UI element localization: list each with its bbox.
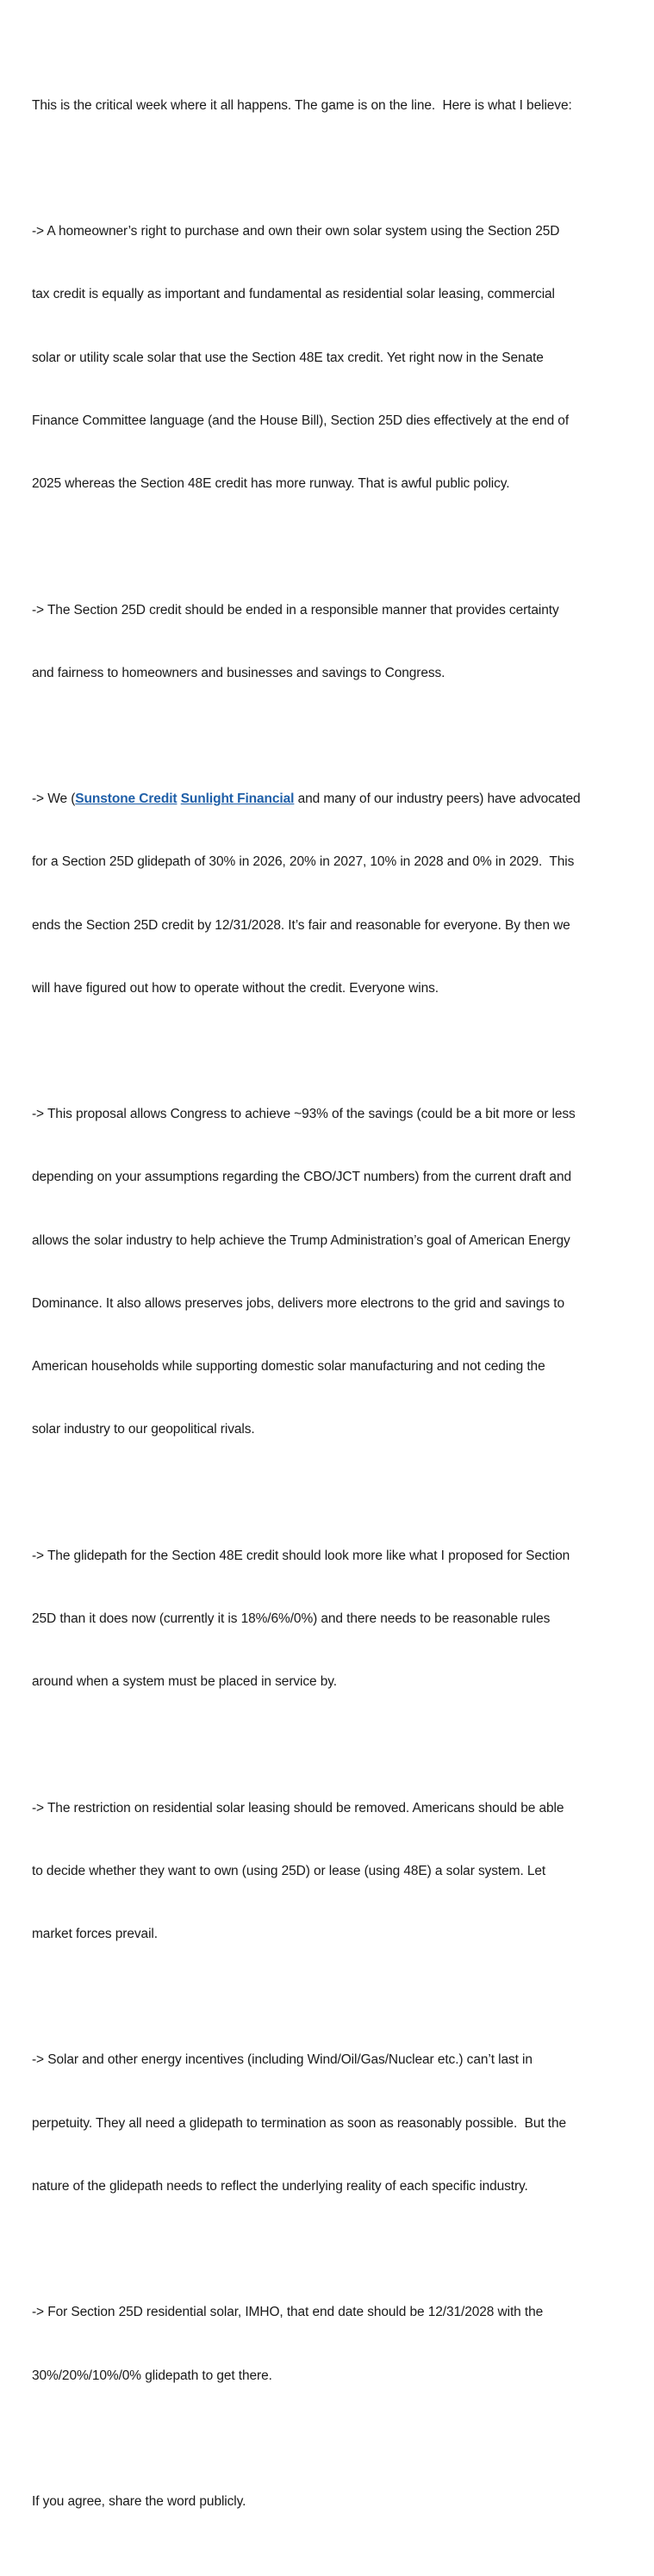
closing-line: If you agree, share the word publicly. <box>32 2493 246 2509</box>
paragraph-line: nature of the glidepath needs to reflect the underlying reality of each specific industry. <box>32 2178 528 2194</box>
intro-line: This is the critical week where it all happens. The game is on the line. Here is what I believe: <box>32 97 572 113</box>
sunlight-financial-link[interactable]: Sunlight Financial <box>180 791 295 807</box>
paragraph-line: 25D than it does now (currently it is 18%/6%/0%) and there needs to be reasonable rules <box>32 1611 551 1626</box>
paragraph-glidepath-advocacy <box>32 747 635 1041</box>
paragraph-line: market forces prevail. <box>32 1927 158 1942</box>
paragraph-line: 2025 whereas the Section 48E credit has more runway. That is awful public policy. <box>32 476 510 492</box>
suffix-text: and many of our industry peers) have advocated <box>294 791 581 807</box>
paragraph-line: -> The glidepath for the Section 48E credit should look more like what I proposed for Section <box>32 1548 570 1563</box>
paragraph-line: tax credit is equally as important and fundamental as residential solar leasing, commercial <box>32 287 555 302</box>
paragraph-leasing-restriction <box>32 1756 635 1987</box>
paragraph-line: for a Section 25D glidepath of 30% in 2026, 20% in 2027, 10% in 2028 and 0% in 2029. This <box>32 854 575 870</box>
paragraph-line: -> The Section 25D credit should be ended in a responsible manner that provides certainty <box>32 602 559 618</box>
document-body <box>32 53 635 2576</box>
paragraph-line: perpetuity. They all need a glidepath to termination as soon as reasonably possible. But the <box>32 2115 566 2131</box>
intro-paragraph <box>32 53 635 158</box>
paragraph-48e-glidepath <box>32 1504 635 1735</box>
paragraph-line: Finance Committee language (and the House Bill), Section 25D dies effectively at the end of <box>32 413 570 428</box>
paragraph-line-with-links <box>32 789 635 810</box>
paragraph-line: -> The restriction on residential solar leasing should be removed. Americans should be able <box>32 1800 564 1816</box>
paragraph-25d-rights <box>32 179 635 537</box>
prefix-text: -> We ( <box>32 791 76 807</box>
closing-paragraph <box>32 2449 635 2554</box>
paragraph-line: allows the solar industry to help achieve the Trump Administration’s goal of American Energy <box>32 1232 570 1248</box>
sunstone-credit-link[interactable]: Sunstone Credit <box>75 791 178 807</box>
paragraph-line: ends the Section 25D credit by 12/31/2028. It’s fair and reasonable for everyone. By then we <box>32 917 570 933</box>
paragraph-line: Dominance. It also allows preserves jobs, delivers more electrons to the grid and savings to <box>32 1295 564 1311</box>
paragraph-line: around when a system must be placed in service by. <box>32 1674 337 1690</box>
paragraph-line: solar or utility scale solar that use the Section 48E tax credit. Yet right now in the Senate <box>32 350 544 365</box>
paragraph-line: American households while supporting domestic solar manufacturing and not ceding the <box>32 1359 545 1375</box>
paragraph-line: to decide whether they want to own (using 25D) or lease (using 48E) a solar system. Let <box>32 1863 546 1878</box>
paragraph-line: and fairness to homeowners and businesses and savings to Congress. <box>32 665 445 680</box>
paragraph-responsible-end <box>32 558 635 726</box>
paragraph-line: -> A homeowner’s right to purchase and own their own solar system using the Section 25D <box>32 224 560 239</box>
paragraph-line: 30%/20%/10%/0% glidepath to get there. <box>32 2368 272 2383</box>
paragraph-line: -> For Section 25D residential solar, IMHO, that end date should be 12/31/2028 with the <box>32 2305 544 2320</box>
paragraph-line: depending on your assumptions regarding the CBO/JCT numbers) from the current draft and <box>32 1170 571 1185</box>
paragraph-end-date <box>32 2261 635 2429</box>
paragraph-line: solar industry to our geopolitical rivals. <box>32 1422 255 1437</box>
paragraph-savings <box>32 1062 635 1482</box>
paragraph-energy-incentives <box>32 2008 635 2239</box>
paragraph-line: -> This proposal allows Congress to achieve ~93% of the savings (could be a bit more or less <box>32 1107 576 1122</box>
paragraph-line: -> Solar and other energy incentives (including Wind/Oil/Gas/Nuclear etc.) can’t last in <box>32 2052 533 2068</box>
paragraph-line: will have figured out how to operate without the credit. Everyone wins. <box>32 980 439 996</box>
